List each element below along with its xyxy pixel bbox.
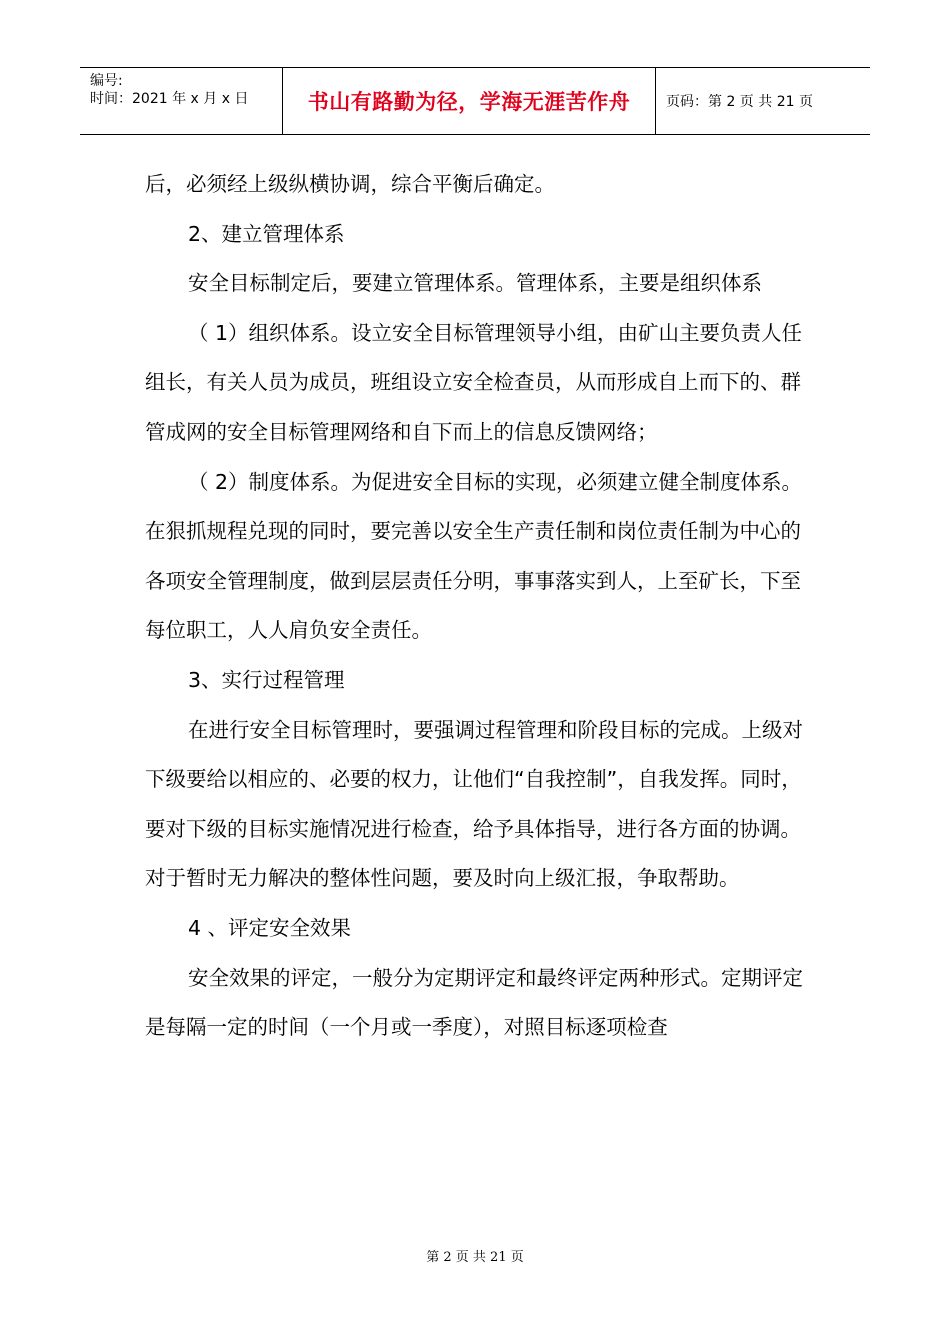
paragraph: 在进行安全目标管理时，要强调过程管理和阶段目标的完成。上级对下级要给以相应的、必要的权力，让他们“自我控制”，自我发挥。同时，要对下级的目标实施情况进行检查，给予具体指导，进行各方面的协调。对于暂时无力解决的整体性问题，要及时向上级汇报，争取帮助。 — [145, 717, 803, 891]
page-header — [80, 67, 870, 135]
paragraph: 安全目标制定后，要建立管理体系。管理体系，主要是组织体系 — [188, 271, 762, 296]
paragraph: （ 1）组织体系。设立安全目标管理领导小组，由矿山主要负责人任组长，有关人员为成员，班组设立安全检查员，从而形成自上而下的、群管成网的安全目标管理网络和自下而上的信息反馈网络； — [145, 320, 803, 444]
document-body — [145, 160, 805, 1053]
paragraph: 安全效果的评定，一般分为定期评定和最终评定两种形式。定期评定是每隔一定的时间（一个月或一季度），对照目标逐项检查 — [145, 965, 803, 1040]
document-number-label: 编号: — [90, 73, 123, 89]
page-footer — [0, 1246, 950, 1265]
footer-page-number: 第 2 页 共 21 页 — [426, 1250, 524, 1265]
header-motto: 书山有路勤为径，学海无涯苦作舟 — [283, 68, 656, 134]
section-heading: 3、实行过程管理 — [188, 667, 345, 692]
section-heading: 4 、评定安全效果 — [188, 915, 352, 940]
paragraph: （ 2）制度体系。为促进安全目标的实现，必须建立健全制度体系。在狠抓规程兑现的同时，要完善以安全生产责任制和岗位责任制为中心的各项安全管理制度，做到层层责任分明，事事落实到人，上至矿长，下至每位职工，人人肩负安全责任。 — [145, 469, 803, 643]
header-page-info: 页码：第 2 页 共 21 页 — [666, 94, 813, 110]
paragraph-continuation: 后，必须经上级纵横协调，综合平衡后确定。 — [145, 172, 555, 196]
document-date-label: 时间：2021 年 x 月 x 日 — [90, 91, 249, 107]
header-left-cell — [80, 68, 283, 134]
section-heading: 2、建立管理体系 — [188, 221, 345, 246]
